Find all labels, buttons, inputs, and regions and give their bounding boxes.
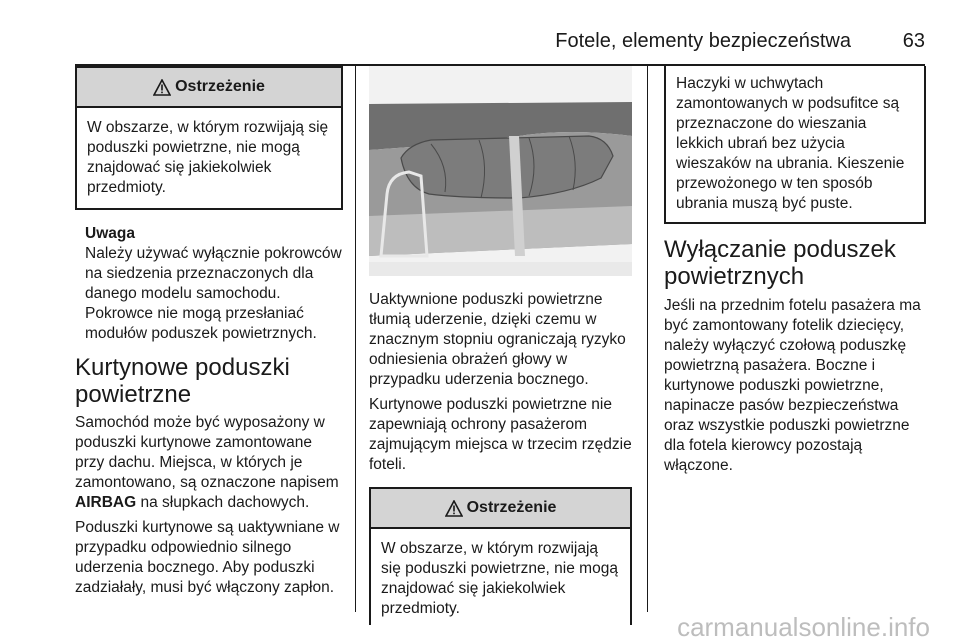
curtain-airbag-illustration: [369, 66, 632, 276]
warning-triangle-icon: [153, 79, 171, 96]
note-block: [75, 224, 343, 344]
column-3: [664, 66, 926, 476]
paragraph: Jeśli na przednim fotelu pasażera ma być zamontowany fotelik dziecięcy, należy wyłączyć czołową poduszkę powietrzną pasażera. Boczne i kurtynowe poduszki powietrzne, napinacze pasów bezpieczeństwa oraz wszystkie poduszki powietrzne dla fotela kierowcy pozostają włączone.: [664, 297, 921, 474]
column-divider-left: [355, 66, 356, 612]
page-header: [75, 18, 925, 58]
paragraph: Kurtynowe poduszki powietrzne nie zapewniają ochrony pasażerom zajmującym miejsca w trzecim rzędzie foteli.: [369, 396, 632, 473]
warning-box: [369, 487, 632, 625]
warning-text: W obszarze, w którym rozwijają się poduszki powietrzne, nie mogą znajdować się jakiekolwiek przedmioty.: [381, 540, 618, 617]
warning-label: Ostrzeżenie: [175, 78, 265, 95]
note-title: Uwaga: [85, 225, 135, 242]
warning-header: [77, 68, 341, 108]
paragraph: [75, 413, 343, 513]
warning-text: Haczyki w uchwytach zamontowanych w podsufitce są przeznaczone do wieszania lekkich ubrań bez użycia wieszaków na ubrania. Kieszenie przewożonego w ten sposób ubrania muszą być puste.: [676, 75, 905, 212]
warning-text: W obszarze, w którym rozwijają się poduszki powietrzne, nie mogą znajdować się jakiekolwiek przedmioty.: [87, 119, 329, 196]
paragraph: Poduszki kurtynowe są uaktywniane w przypadku odpowiednio silnego uderzenia bocznego. Aby poduszki zadziałały, musi być włączony zapłon.: [75, 519, 340, 596]
airbag-label: AIRBAG: [75, 494, 137, 511]
note-text: Należy używać wyłącznie pokrowców na siedzenia przeznaczonych dla danego modelu samochodu. Pokrowce nie mogą przesłaniać modułów poduszek powietrznych.: [85, 245, 342, 342]
text-run: Samochód może być wyposażony w poduszki kurtynowe zamontowane przy dachu. Miejsca, w których je zamontowano, są oznaczone napisem: [75, 414, 339, 491]
column-divider-right: [647, 66, 648, 612]
photo-caption: Uaktywnione poduszki powietrzne tłumią uderzenie, dzięki czemu w znacznym stopniu ograniczają ryzyko odniesienia obrażeń głowy w przypadku uderzenia bocznego.: [369, 291, 626, 388]
header-title: Fotele, elementy bezpieczeństwa: [555, 30, 851, 52]
warning-box: [75, 66, 343, 210]
page-number: 63: [902, 30, 925, 52]
text-run: na słupkach dachowych.: [136, 494, 310, 511]
curtain-airbag-photo: [369, 66, 632, 276]
section-heading-curtain-airbags: Kurtynowe poduszki powietrzne: [75, 354, 290, 408]
column-2: [369, 66, 632, 625]
warning-label: Ostrzeżenie: [466, 499, 557, 516]
warning-triangle-icon: [445, 500, 463, 517]
section-heading-airbag-deactivation: Wyłączanie poduszek powietrznych: [664, 236, 896, 290]
column-1: [75, 66, 343, 598]
warning-header: [371, 489, 630, 529]
warning-box-continued: [664, 66, 926, 224]
watermark: carmanualsonline.info: [677, 612, 930, 642]
